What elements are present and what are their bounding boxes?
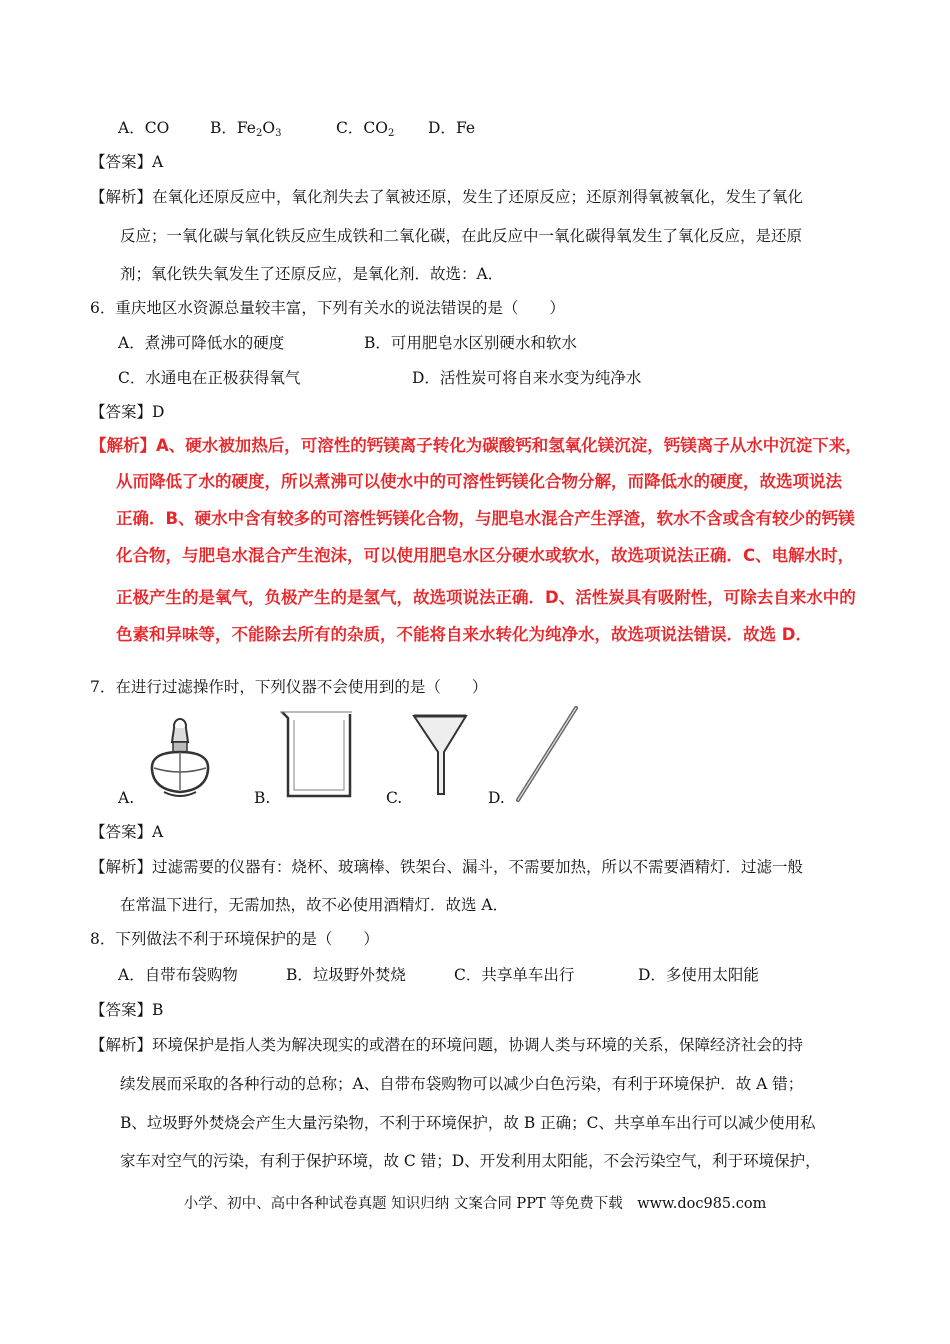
q7-stem: 7．在进行过滤操作时，下列仪器不会使用到的是（ ） [90, 678, 488, 696]
q6-stem: 6．重庆地区水资源总量较丰富，下列有关水的说法错误的是（ ） [90, 299, 565, 317]
q6-analysis-line: 色素和异味等，不能除去所有的杂质，不能将自来水转化为纯净水，故选项说法错误．故选 D． [116, 625, 812, 644]
q8-analysis-line: 【解析】环境保护是指人类为解决现实的或潜在的环境问题，协调人类与环境的关系，保障经济社会的持 [90, 1036, 804, 1054]
q5-answer: 【答案】A [90, 153, 164, 171]
q5-analysis-line: 【解析】在氧化还原反应中，氧化剂失去了氧被还原，发生了还原反应；还原剂得氧被氧化，发生了氧化 [90, 188, 804, 206]
q8-answer: 【答案】B [90, 1001, 164, 1019]
q5-option-a: A．CO [118, 119, 170, 137]
q8-option-b: B．垃圾野外焚烧 [286, 966, 406, 984]
q6-analysis-line: 从而降低了水的硬度，所以煮沸可以使水中的可溶性钙镁化合物分解，而降低水的硬度，故选项说法 [116, 472, 842, 491]
q6-option-a: A．煮沸可降低水的硬度 [118, 334, 285, 352]
beaker-figure [276, 706, 358, 802]
q8-option-c: C．共享单车出行 [454, 966, 575, 984]
q8-option-a: A．自带布袋购物 [118, 966, 238, 984]
q6-analysis-line: 正极产生的是氧气，负极产生的是氢气，故选项说法正确．D、活性炭具有吸附性，可除去自来水中的 [116, 588, 856, 607]
q5-analysis-line: 剂；氧化铁失氧发生了还原反应，是氧化剂．故选：A． [120, 265, 504, 283]
q8-analysis-line: B、垃圾野外焚烧会产生大量污染物，不利于环境保护，故 B 正确；C、共享单车出行可以减少使用私 [120, 1114, 816, 1132]
q6-analysis-line: 【解析】A、硬水被加热后，可溶性的钙镁离子转化为碳酸钙和氢氧化镁沉淀，钙镁离子从水中沉淀下来， [90, 436, 862, 455]
q7-label-d: D. [488, 789, 505, 807]
q7-label-c: C. [386, 789, 403, 807]
q7-analysis-line: 【解析】过滤需要的仪器有：烧杯、玻璃棒、铁架台、漏斗，不需要加热，所以不需要酒精灯．过滤一般 [90, 858, 804, 876]
q8-option-d: D．多使用太阳能 [638, 966, 759, 984]
q8-analysis-line: 续发展而采取的各种行动的总称；A、自带布袋购物可以减少白色污染，有利于环境保护．故 A 错； [120, 1075, 804, 1093]
q8-stem: 8．下列做法不利于环境保护的是（ ） [90, 930, 379, 948]
q5-analysis-line: 反应；一氧化碳与氧化铁反应生成铁和二氧化碳，在此反应中一氧化碳得氧发生了氧化反应，是还原 [120, 227, 803, 245]
q7-answer: 【答案】A [90, 823, 164, 841]
q5-option-d: D．Fe [428, 119, 476, 137]
q5-option-c: C．CO2 [336, 119, 395, 139]
q8-analysis-line: 家车对空气的污染，有利于保护环境，故 C 错；D、开发利用太阳能，不会污染空气，利于环境保护， [120, 1152, 821, 1170]
q6-answer: 【答案】D [90, 403, 165, 421]
glass-rod-figure [512, 704, 582, 804]
q6-analysis-line: 化合物，与肥皂水混合产生泡沫，可以使用肥皂水区分硬水或软水，故选项说法正确．C、电解水时， [116, 546, 855, 565]
q7-label-b: B. [254, 789, 271, 807]
page-footer: 小学、初中、高中各种试卷真题 知识归纳 文案合同 PPT 等免费下载 www.doc985.com [183, 1196, 767, 1212]
funnel-figure [410, 712, 470, 798]
q6-option-b: B．可用肥皂水区别硬水和软水 [364, 334, 577, 352]
q7-label-a: A. [118, 789, 135, 807]
q5-option-b: B．Fe2O3 [210, 119, 282, 139]
q6-option-c: C．水通电在正极获得氧气 [118, 369, 301, 387]
alcohol-lamp-figure [140, 712, 220, 804]
q6-option-d: D．活性炭可将自来水变为纯净水 [412, 369, 642, 387]
q7-analysis-line: 在常温下进行，无需加热，故不必使用酒精灯．故选 A． [120, 896, 509, 914]
q6-analysis-line: 正确．B、硬水中含有较多的可溶性钙镁化合物，与肥皂水混合产生浮渣，软水不含或含有较少的钙镁 [116, 509, 855, 528]
